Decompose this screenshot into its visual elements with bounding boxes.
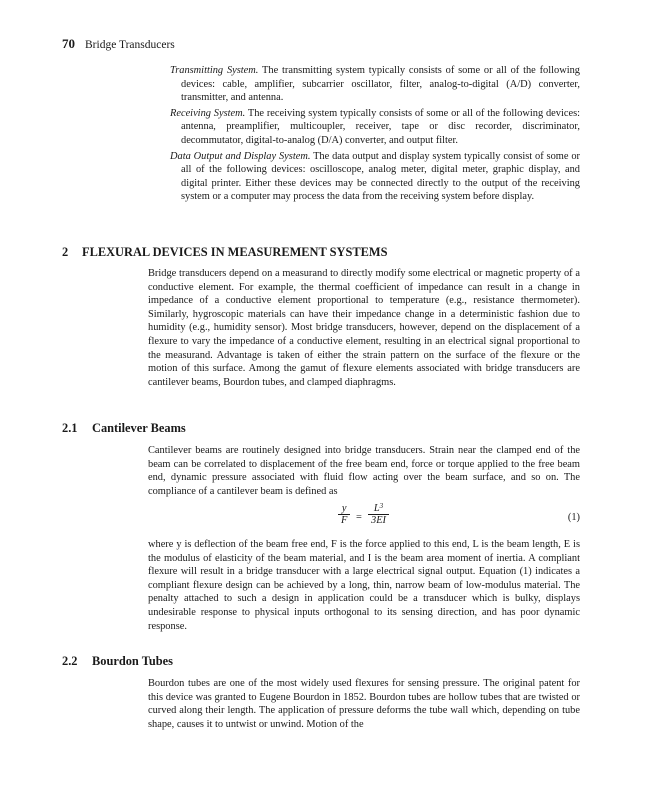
subsection-body: Cantilever beams are routinely designed into bridge transducers. Strain near the clamped end of the beam can be correlated to displacement of the free beam end, force or torque applied to the free beam end, dynamic pressure associated with fluid flow acting over the beam surface, and so on. The compliance of a cantilever beam is defined as — [148, 445, 580, 497]
equation-lhs — [338, 503, 350, 526]
equation-rhs-denominator: 3EI — [371, 515, 387, 526]
definition-term: Receiving System. — [170, 107, 246, 119]
subsection-title: Cantilever Beams — [92, 421, 186, 435]
equation-equals: = — [356, 512, 362, 523]
subsection-title: Bourdon Tubes — [92, 654, 173, 668]
equation-rhs — [368, 503, 389, 526]
equation — [148, 503, 580, 535]
definition-item — [170, 107, 580, 148]
subsection-number: 2.2 — [62, 654, 78, 668]
equation-lhs-denominator: F — [341, 515, 348, 526]
subsection-heading — [62, 421, 186, 436]
equation-rhs-exponent: 3 — [379, 502, 384, 510]
definition-item — [170, 64, 580, 105]
definition-term: Transmitting System. — [170, 65, 259, 76]
equation-rhs-numerator — [368, 503, 389, 515]
page-number: 70 — [62, 36, 75, 51]
subsection-body-continued: where y is deflection of the beam free end, F is the force applied to this end, L is the beam length, E is the modulus of elasticity of the beam material, and I is the beam area moment of inertia. A compliant flexure will result in a bridge transducer with a large electrical signal output. Equation (1) indicates a compliant flexure design can be achieved by a long, thin, narrow beam of low-modulus material. The penalty attached to such a design in application could be a transducer which is bulky, displays undesirable response to physical inputs orthogonal to its sensing direction, and has poor dynamic response. — [148, 539, 580, 632]
definition-text: The transmitting system typically consists of some or all of the following devices: cable, amplifier, subcarrier oscillator, filter, analog-to-digital (A/D) converter, transmitter, and antenna. — [181, 65, 580, 104]
subsection-body: Bourdon tubes are one of the most widely used flexures for sensing pressure. The original patent for this device was granted to Eugene Bourdon in 1852. Bourdon tubes are hollow tubes that are twisted or curved along their length. The application of pressure deforms the tube wall which, depending on tube shape, causes it to untwist or unwind. Motion of the — [148, 678, 580, 730]
equation-lhs-numerator: y — [338, 503, 350, 515]
section-heading — [62, 245, 387, 260]
definition-text: The data output and display system typically consist of some or all of the following devices: oscilloscope, analog meter, digital meter, graphic display, and digital printer. Either these devices may be connected directly to the output of the receiving system or a computer may process the data from the receiving system before display. — [181, 150, 580, 203]
subsection-heading — [62, 654, 173, 669]
equation-label: (1) — [567, 512, 580, 523]
running-header — [62, 36, 175, 52]
section-title: FLEXURAL DEVICES IN MEASUREMENT SYSTEMS — [82, 245, 388, 259]
section-body: Bridge transducers depend on a measurand to directly modify some electrical or magnetic property of a conductive element. For example, the thermal coefficient of impedance can result in a change in impedance of a conductive element proportional to temperature (e.g., resistance thermometer). Similarly, hygroscopic materials can have their impedance change in a deterministic fashion due to humidity (e.g., humidity sensor). Most bridge transducers, however, depend on the displacement of a flexure to vary the impedance of a conductive element, resulting in an electrical signal proportional to the measurand. Advantage is taken of either the strain pattern on the surface of the flexure or the motion of this surface. Among the gamut of flexure elements associated with bridge transducers are cantilever beams, Bourdon tubes, and clamped diaphragms. — [148, 268, 580, 388]
equation-rhs-base: L — [373, 503, 380, 514]
definition-item — [170, 150, 580, 204]
definition-term: Data Output and Display System. — [170, 150, 311, 162]
definition-text: The receiving system typically consists of some or all of the following devices: antenna, preamplifier, multicoupler, receiver, tape or disc recorder, discriminator, decommutator, digital-to-analog (D/A) converter, and output filter. — [181, 107, 580, 146]
definition-list — [170, 64, 580, 204]
subsection-number: 2.1 — [62, 421, 78, 435]
running-title: Bridge Transducers — [85, 39, 175, 51]
section-number: 2 — [62, 245, 69, 259]
